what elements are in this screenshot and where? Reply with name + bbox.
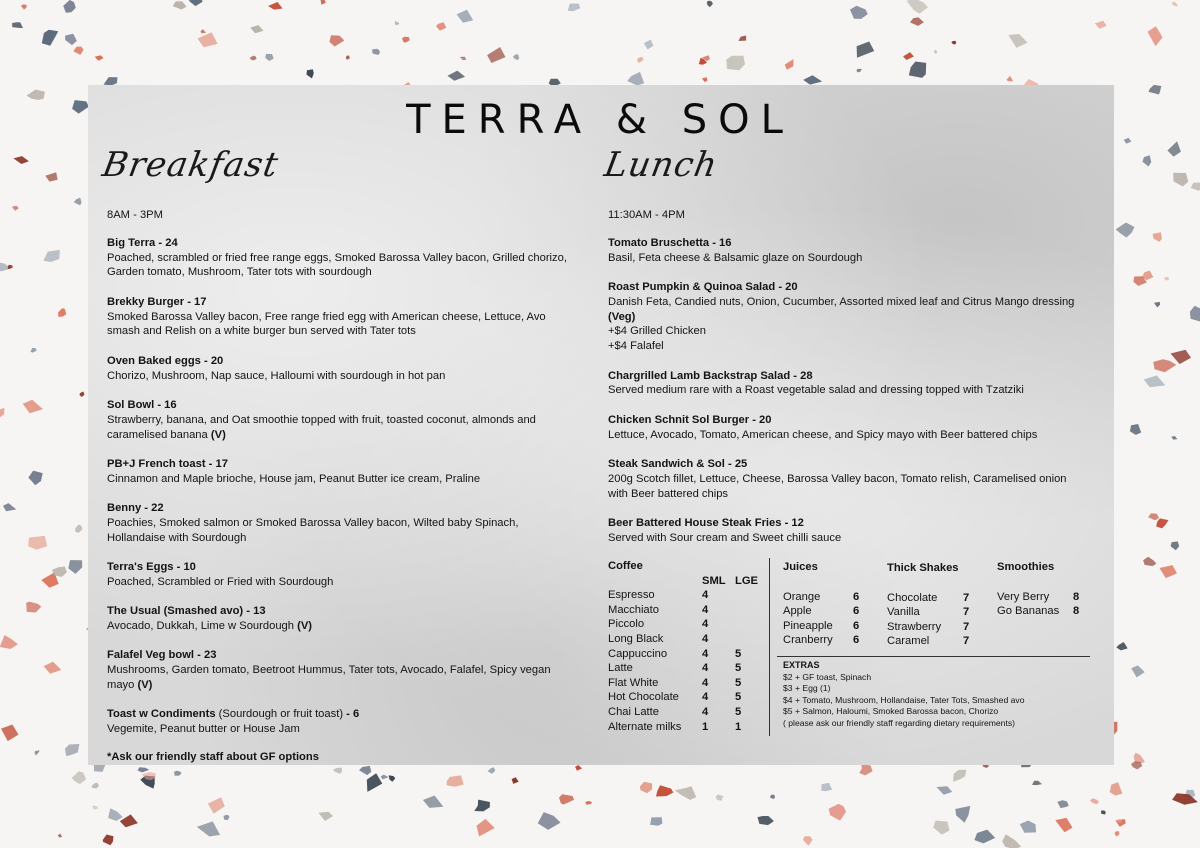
menu-item [608,516,1088,546]
terrazzo-chip [201,29,207,33]
item-desc: Lettuce, Avocado, Tomato, American cheese, and Spicy mayo with Beer battered chips [608,428,1038,441]
restaurant-title: TERRA & SOL [406,97,794,143]
terrazzo-chip [35,750,40,755]
terrazzo-chip [1007,76,1014,81]
item-name: Terra's Eggs - 10 [107,561,196,574]
coffee-row: Cappuccino 4 5 [608,647,742,660]
vegetarian-tag: (Veg) [608,310,636,323]
terrazzo-chip [1171,541,1180,550]
lunch-column [608,208,1088,560]
terrazzo-chip [395,21,400,25]
terrazzo-chip [13,156,29,164]
terrazzo-chip [12,206,19,211]
terrazzo-chip [74,198,82,206]
extras-line: ( please ask our friendly staff regarding dietary requirements) [783,717,1015,728]
terrazzo-chip [1173,173,1188,187]
terrazzo-chip [58,834,62,838]
terrazzo-chip [65,744,80,756]
terrazzo-chip [1156,518,1168,528]
terrazzo-chip [955,806,970,823]
juice-row: Orange 6 [783,590,860,603]
item-price: - 6 [346,708,360,721]
terrazzo-chip [585,801,592,805]
terrazzo-chip [1057,800,1069,808]
menu-item [107,560,577,590]
item-name: Benny - 22 [107,502,164,515]
terrazzo-chip [73,47,83,55]
terrazzo-chip [306,69,313,78]
terrazzo-chip [321,0,326,5]
terrazzo-chip [1101,810,1106,814]
terrazzo-chip [8,265,13,269]
terrazzo-chip [95,55,104,61]
item-desc: Cinnamon and Maple brioche, House jam, Peanut Butter ice cream, Praline [107,472,481,485]
terrazzo-chip [1130,424,1141,435]
terrazzo-chip [44,662,62,674]
terrazzo-chip [3,503,16,511]
juice-row: Cranberry 6 [783,634,860,647]
terrazzo-chip [72,771,87,784]
terrazzo-chip [436,22,446,31]
terrazzo-chip [1115,831,1120,837]
terrazzo-chip [333,768,342,774]
terrazzo-chip [785,59,794,70]
terrazzo-chip [707,1,713,8]
terrazzo-chip [173,1,187,9]
shake-row: Caramel 7 [887,635,970,648]
item-desc: Strawberry, banana, and Oat smoothie topped with fruit, toasted coconut, almonds and caramelised banana [107,413,536,441]
item-name: Chicken Schnit Sol Burger - 20 [608,413,772,426]
terrazzo-chip [513,54,520,60]
juice-row: Apple 6 [783,605,860,618]
terrazzo-chip [726,56,745,71]
terrazzo-chip [474,800,490,812]
smoothies-heading: Smoothies [997,561,1055,573]
terrazzo-chip [268,2,283,10]
terrazzo-chip [460,57,467,61]
terrazzo-chip [758,816,774,825]
terrazzo-chip [1147,26,1162,46]
smoothies-table [997,590,1079,619]
terrazzo-chip [42,30,58,46]
terrazzo-chip [0,408,4,417]
terrazzo-chip [63,0,76,13]
terrazzo-chip [1143,557,1156,566]
terrazzo-chip [907,0,928,14]
terrazzo-chip [1171,350,1192,364]
terrazzo-chip [953,770,966,782]
terrazzo-chip [568,4,581,12]
extras-line: $2 + GF toast, Spinach [783,671,872,682]
terrazzo-chip [770,795,775,799]
terrazzo-chip [103,835,114,846]
gf-note: *Ask our friendly staff about GF options [107,750,319,763]
menu-item [107,604,577,634]
coffee-row: Piccolo 4 [608,618,709,631]
menu-item [608,413,1088,443]
coffee-row: Alternate milks 1 1 [608,720,742,733]
terrazzo-chip [138,767,150,772]
coffee-row: Macchiato 4 [608,603,709,616]
item-desc: Served medium rare with a Roast vegetable salad and dressing topped with Tzatziki [608,384,1024,397]
shake-row: Chocolate 7 [887,591,970,604]
terrazzo-chip [447,775,464,786]
juices-heading: Juices [783,561,818,573]
terrazzo-chip [933,821,949,835]
item-desc: Poached, Scrambled or Fried with Sourdough [107,575,334,588]
item-options: (Sourdough or fruit toast) [215,708,347,721]
terrazzo-chip [381,775,389,780]
juices-table [783,590,859,648]
terrazzo-chip [1002,834,1021,848]
menu-item [107,398,577,442]
terrazzo-chip [1116,642,1127,650]
item-name: Toast w Condiments [107,708,216,721]
terrazzo-chip [423,796,444,808]
terrazzo-chip [1055,818,1072,833]
coffee-table [608,574,765,735]
terrazzo-chip [903,52,914,60]
terrazzo-chip [1153,232,1162,241]
terrazzo-chip [1172,2,1178,7]
item-desc: 200g Scotch fillet, Lettuce, Cheese, Barossa Valley bacon, Tomato relish, Caramelised onion with Beer battered chips [608,472,1067,500]
vegetarian-tag: (V) [297,620,313,633]
extras-divider-horizontal [777,656,1090,657]
item-desc: Smoked Barossa Valley bacon, Free range fried egg with American cheese, Lettuce, Avo smash and Relish on a white burger bun served with Tater tots [107,310,546,338]
extras-section [783,660,1024,730]
item-name: PB+J French toast - 17 [107,457,228,470]
extras-line: $3 + Egg (1) [783,683,831,694]
terrazzo-chip [538,812,561,830]
terrazzo-chip [850,6,868,19]
menu-item [608,236,1088,266]
vegetarian-tag: (V) [137,679,153,692]
terrazzo-chip [627,72,644,86]
extras-line: $5 + Salmon, Haloumi, Smoked Barossa bacon, Chorizo [783,706,999,717]
terrazzo-chip [1148,513,1159,520]
terrazzo-chip [120,814,138,827]
terrazzo-chip [329,35,344,46]
terrazzo-chip [1131,761,1142,769]
terrazzo-chip [346,55,350,59]
terrazzo-chip [488,767,496,774]
terrazzo-chip [675,786,697,800]
terrazzo-chip [265,54,273,61]
breakfast-hours: 8AM - 3PM [107,209,163,221]
coffee-row: Chai Latte 4 5 [608,705,742,718]
terrazzo-chip [803,75,822,84]
terrazzo-chip [359,766,371,775]
terrazzo-chip [23,400,43,414]
terrazzo-chip [1,725,19,742]
terrazzo-chip [644,40,654,50]
terrazzo-chip [198,32,218,47]
terrazzo-chip [250,56,257,61]
terrazzo-chip [1116,223,1135,238]
terrazzo-chip [1190,306,1200,322]
item-name: Beer Battered House Steak Fries - 12 [608,516,804,529]
addon-chicken: +$4 Grilled Chicken [608,325,706,338]
terrazzo-chip [208,797,225,814]
terrazzo-chip [108,808,123,821]
terrazzo-chip [859,764,872,775]
vegetarian-tag: (V) [210,428,226,441]
terrazzo-chip [1095,21,1107,29]
coffee-row: Latte 4 5 [608,662,742,675]
terrazzo-chip [716,794,724,800]
item-name: Sol Bowl - 16 [107,398,177,411]
terrazzo-chip [1020,821,1036,833]
item-name: Tomato Bruschetta - 16 [608,236,732,249]
coffee-heading: Coffee [608,560,643,572]
terrazzo-chip [1167,141,1181,156]
lunch-heading: Lunch [601,145,721,185]
menu-item [608,369,1088,399]
terrazzo-chip [1171,436,1177,440]
terrazzo-chip [1110,782,1123,795]
item-name: Falafel Veg bowl - 23 [107,649,217,662]
smoothie-row: Very Berry 8 [997,590,1080,603]
terrazzo-chip [637,57,643,63]
item-name: Brekky Burger - 17 [107,295,207,308]
terrazzo-chip [1164,277,1169,281]
terrazzo-chip [28,471,42,486]
extras-heading: EXTRAS [783,660,820,670]
terrazzo-chip [197,821,220,836]
item-desc: Poached, scrambled or fried free range eggs, Smoked Barossa Valley bacon, Grilled chorizo, Garden tomato, Mushroom, Tater tots with sourdough [107,251,567,279]
terrazzo-chip [58,308,66,317]
item-name: Big Terra - 24 [107,236,178,249]
menu-item [107,501,577,545]
coffee-row: Espresso 4 [608,589,709,602]
terrazzo-chip [448,71,466,81]
terrazzo-chip [487,47,505,63]
terrazzo-chip [65,34,77,45]
terrazzo-chip [477,819,495,837]
shakes-heading: Thick Shakes [887,562,959,574]
terrazzo-chip [856,69,862,73]
terrazzo-chip [656,785,673,796]
smoothies-section [997,560,1079,619]
breakfast-heading: Breakfast [99,145,282,185]
terrazzo-chip [12,22,23,28]
terrazzo-chip [1090,798,1099,804]
terrazzo-chip [738,36,746,42]
item-desc: Served with Sour cream and Sweet chilli sauce [608,531,842,544]
terrazzo-chip [934,49,938,53]
size-small-header: SML [702,574,726,587]
terrazzo-chip [1131,665,1145,677]
terrazzo-chip [79,392,84,398]
menu-item [107,354,577,384]
shake-row: Vanilla 7 [887,606,970,619]
terrazzo-chip [92,783,99,789]
terrazzo-chip [189,0,203,6]
terrazzo-chip [26,602,41,613]
terrazzo-chip [909,62,926,78]
terrazzo-chip [92,806,98,810]
item-name: Oven Baked eggs - 20 [107,354,224,367]
terrazzo-chip [0,635,18,649]
coffee-row: Hot Chocolate 4 5 [608,691,742,704]
item-name: Chargrilled Lamb Backstrap Salad - 28 [608,369,813,382]
coffee-row: Long Black 4 [608,632,709,645]
size-large-header: LGE [735,574,758,587]
terrazzo-chip [910,17,924,26]
terrazzo-chip [1153,359,1176,372]
terrazzo-chip [28,536,47,550]
item-desc: Mushrooms, Garden tomato, Beetroot Hummus, Tater tots, Avocado, Falafel, Spicy vegan mayo [107,664,551,692]
terrazzo-chip [319,812,333,821]
terrazzo-chip [174,771,182,776]
item-name: Steak Sandwich & Sol - 25 [608,457,748,470]
item-name: Roast Pumpkin & Quinoa Salad - 20 [608,280,798,293]
terrazzo-chip [30,348,36,353]
terrazzo-chip [702,77,708,82]
terrazzo-chip [45,172,57,181]
terrazzo-chip [68,560,82,574]
terrazzo-chip [559,794,574,804]
menu-item [608,280,1088,354]
item-name: The Usual (Smashed avo) - 13 [107,605,266,618]
terrazzo-chip [372,49,380,55]
terrazzo-chip [1154,302,1160,308]
terrazzo-chip [250,25,263,33]
terrazzo-chip [367,773,383,792]
terrazzo-chip [575,765,582,771]
shakes-table [887,591,969,649]
coffee-row: Flat White 4 5 [608,676,742,689]
terrazzo-chip [1032,781,1042,785]
menu-item [107,707,577,737]
terrazzo-chip [951,41,956,45]
terrazzo-chip [512,777,519,784]
item-desc: Chorizo, Mushroom, Nap sauce, Halloumi with sourdough in hot pan [107,369,446,382]
drinks-divider-vertical [769,558,770,736]
terrazzo-chip [974,830,995,844]
menu-item [608,457,1088,501]
terrazzo-chip [829,804,847,821]
terrazzo-chip [821,783,832,791]
terrazzo-chip [224,815,230,820]
menu-item [107,236,577,280]
terrazzo-chip [936,786,952,795]
terrazzo-chip [389,775,396,781]
terrazzo-chip [1144,375,1166,387]
smoothie-row: Go Bananas 8 [997,605,1080,618]
terrazzo-chip [1008,34,1027,48]
item-desc: Basil, Feta cheese & Balsamic glaze on Sourdough [608,251,863,264]
shake-row: Strawberry 7 [887,620,970,633]
item-desc: Vegemite, Peanut butter or House Jam [107,723,300,736]
breakfast-column [107,208,577,764]
item-desc: Danish Feta, Candied nuts, Onion, Cucumber, Assorted mixed leaf and Citrus Mango dressing [608,295,1075,308]
terrazzo-chip [857,42,875,58]
menu-item [107,648,577,692]
terrazzo-chip [1148,85,1161,95]
menu-item [107,457,577,487]
juice-row: Pineapple 6 [783,619,860,632]
addon-falafel: +$4 Falafel [608,340,664,353]
coffee-section [608,559,765,734]
terrazzo-chip [75,524,82,533]
menu-item [107,295,577,339]
terrazzo-chip [1143,155,1152,166]
shakes-section [887,561,969,649]
terrazzo-chip [1160,565,1178,578]
terrazzo-chip [21,4,27,9]
terrazzo-chip [43,250,59,262]
item-desc: Poachies, Smoked salmon or Smoked Barossa Valley bacon, Wilted baby Spinach, Hollandaise with Sourdough [107,516,519,544]
item-desc: Avocado, Dukkah, Lime w Sourdough [107,620,294,633]
terrazzo-chip [803,836,813,845]
terrazzo-chip [640,782,652,794]
terrazzo-chip [402,37,410,43]
terrazzo-chip [1191,183,1200,191]
extras-line: $4 + Tomato, Mushroom, Hollandaise, Tater Tots, Smashed avo [783,694,1025,705]
terrazzo-chip [457,10,474,23]
lunch-hours: 11:30AM - 4PM [608,209,685,221]
terrazzo-chip [650,817,662,826]
juices-section [783,560,859,648]
